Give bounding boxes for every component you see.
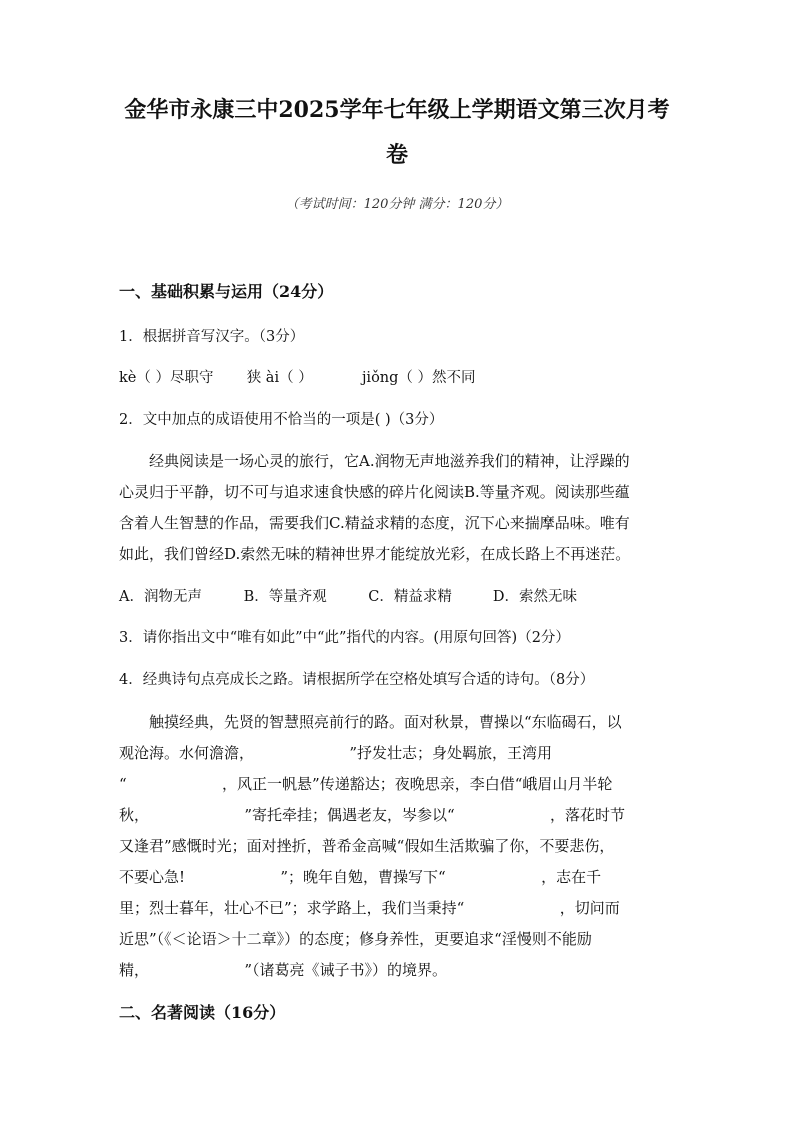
question-3-stem: 3．请你指出文中“唯有如此”中“此”指代的内容。(用原句回答)（2分）	[119, 630, 570, 646]
poem-fill-line: 触摸经典，先贤的智慧照亮前行的路。面对秋景，曹操以“东临碣石，以	[149, 713, 622, 731]
poem-fill-line: 精， ”（诸葛亮《诫子书》）的境界。	[119, 961, 448, 979]
poem-fill-line: 里；烈士暮年，壮心不已”；求学路上，我们当秉持“ ，切问而	[119, 899, 620, 917]
option-c: C．精益求精	[368, 589, 452, 605]
exam-info: （考试时间：120分钟 满分：120分）	[285, 197, 509, 212]
question-2-stem: 2．文中加点的成语使用不恰当的一项是( )（3分）	[119, 412, 444, 428]
section-1-heading: 一、基础积累与运用（24分）	[119, 282, 334, 301]
passage-line: 如此，我们曾经D.索然无味的精神世界才能绽放光彩，在成长路上不再迷茫。	[119, 545, 631, 563]
passage-line: 经典阅读是一场心灵的旅行，它A.润物无声地滋养我们的精神，让浮躁的	[149, 452, 630, 470]
poem-fill-line: “ ，风正一帆悬”传递豁达；夜晚思亲，李白借“峨眉山月半轮	[119, 775, 613, 793]
question-4-passage	[119, 707, 667, 986]
section-2-heading: 二、名著阅读（16分）	[119, 1003, 286, 1022]
question-1-pinyin-row	[119, 368, 476, 388]
pinyin-item-1: kè（ ）尽职守	[119, 370, 214, 386]
question-4-stem: 4．经典诗句点亮成长之路。请根据所学在空格处填写合适的诗句。（8分）	[119, 672, 595, 688]
pinyin-item-3: jiǒng（ ）然不同	[361, 370, 476, 386]
pinyin-item-2: 狭 ài（ ）	[246, 370, 313, 386]
question-2-passage	[119, 446, 667, 570]
passage-line: 含着人生智慧的作品，需要我们C.精益求精的态度，沉下心来揣摩品味。唯有	[119, 514, 630, 532]
passage-line: 心灵归于平静，切不可与追求速食快感的碎片化阅读B.等量齐观。阅读那些蕴	[119, 483, 630, 501]
poem-fill-line: 近思”（《＜论语＞十二章》）的态度；修身养性，更要追求“淫慢则不能励	[119, 930, 592, 948]
poem-fill-line: 观沧海。水何澹澹， ”抒发壮志；身处羁旅，王湾用	[119, 744, 553, 762]
option-a: A．润物无声	[119, 589, 202, 605]
poem-fill-line: 又逢君”感慨时光；面对挫折，普希金高喊“假如生活欺骗了你，不要悲伤，	[119, 837, 615, 855]
page-title-line1: 金华市永康三中2025学年七年级上学期语文第三次月考	[124, 97, 670, 123]
option-d: D．索然无味	[492, 589, 577, 605]
poem-fill-line: 不要心急! ”；晚年自勉，曹操写下“ ，志在千	[119, 868, 602, 886]
page-title-line2: 卷	[385, 142, 408, 168]
question-1-stem: 1．根据拼音写汉字。（3分）	[119, 329, 305, 345]
option-b: B．等量齐观	[243, 589, 327, 605]
question-2-options	[119, 587, 577, 607]
poem-fill-line: 秋， ”寄托牵挂；偶遇老友，岑参以“ ，落花时节	[119, 806, 626, 824]
